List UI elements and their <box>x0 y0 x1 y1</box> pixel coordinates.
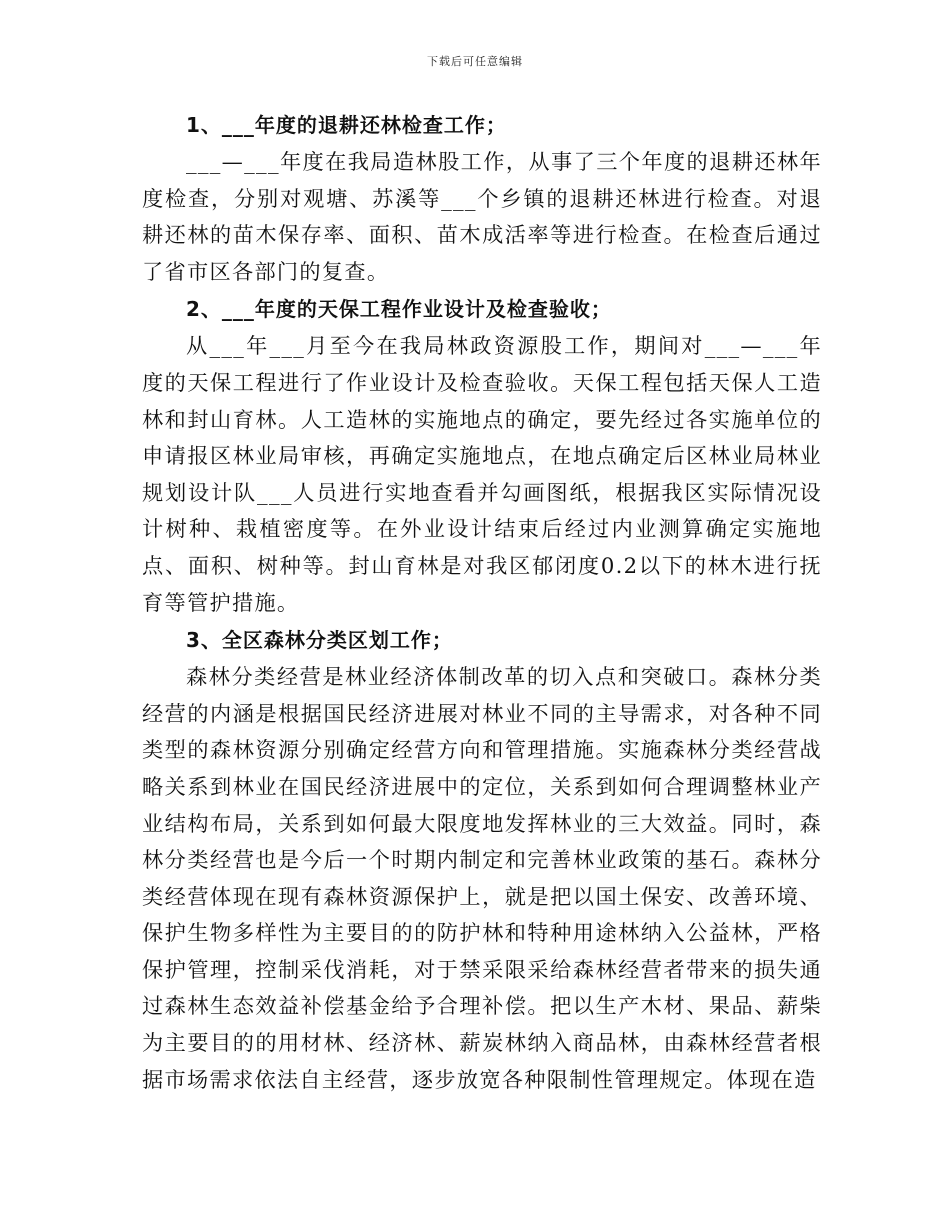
section-3 <box>142 621 822 1098</box>
section-2 <box>142 290 822 621</box>
section-heading: 2、___年度的天保工程作业设计及检查验收； <box>186 297 612 322</box>
header-note: 下载后可任意编辑 <box>427 55 523 68</box>
section-heading: 3、全区森林分类区划工作； <box>186 628 453 653</box>
section-paragraph: 森林分类经营是林业经济体制改革的切入点和突破口。森林分类经营的内涵是根据国民经济进展对林业不同的主导需求，对各种不同类型的森林资源分别确定经营方向和管理措施。实施森林分类经营战略关系到林业在国民经济进展中的定位，关系到如何合理调整林业产业结构布局，关系到如何最大限度地发挥林业的三大效益。同时，森林分类经营也是今后一个时期内制定和完善林业政策的基石。森林分类经营体现在现有森林资源保护上，就是把以国土保安、改善环境、保护生物多样性为主要目的的防护林和特种用途林纳入公益林，严格保护管理，控制采伐消耗，对于禁采限采给森林经营者带来的损失通过森林生态效益补偿基金给予合理补偿。把以生产木材、果品、薪柴为主要目的的用材林、经济林、薪炭林纳入商品林，由森林经营者根据市场需求依法自主经营，逐步放宽各种限制性管理规定。体现在造 <box>142 664 822 1092</box>
section-1 <box>142 106 822 290</box>
document-body <box>142 106 822 1098</box>
section-paragraph: 从___年___月至今在我局林政资源股工作，期间对___—___年度的天保工程进行了作业设计及检查验收。天保工程包括天保人工造林和封山育林。人工造林的实施地点的确定，要先经过各实施单位的申请报区林业局审核，再确定实施地点，在地点确定后区林业局林业规划设计队___人员进行实地查看并勾画图纸，根据我区实际情况设计树种、栽植密度等。在外业设计结束后经过内业测算确定实施地点、面积、树种等。封山育林是对我区郁闭度0.2以下的林木进行抚育等管护措施。 <box>142 333 822 615</box>
section-heading: 1、___年度的退耕还林检查工作； <box>186 113 507 137</box>
section-paragraph: ___—___年度在我局造林股工作，从事了三个年度的退耕还林年度检查，分别对观塘、苏溪等___个乡镇的退耕还林进行检查。对退耕还林的苗木保存率、面积、苗木成活率等进行检查。在检查后通过了省市区各部门的复查。 <box>142 149 822 284</box>
